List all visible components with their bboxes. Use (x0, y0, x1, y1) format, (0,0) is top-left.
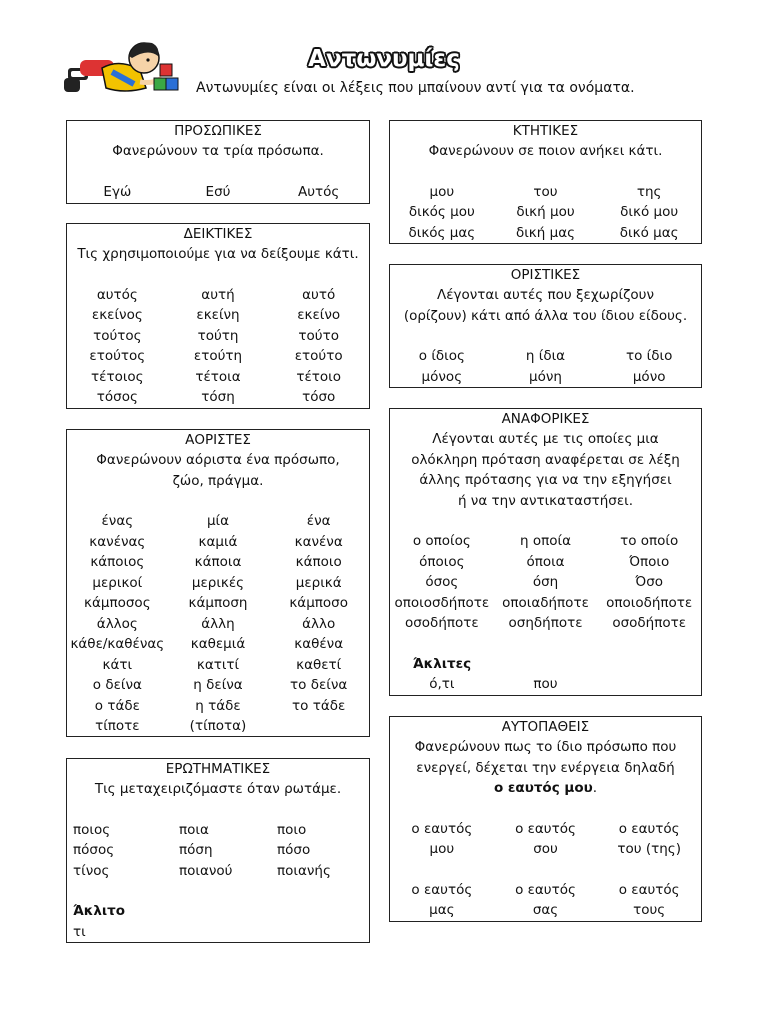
table-row: αυτός αυτή αυτό (96, 286, 336, 303)
section-description: Τις μεταχειριζόμαστε όταν ρωτάμε. (94, 781, 342, 797)
table-row: κανένας καμιά κανένα (89, 533, 343, 550)
section-description-line: Λέγονται αυτές με τις οποίες μια (432, 431, 659, 447)
table-row: πόσος πόση πόσο (73, 842, 311, 858)
section-aoristes (66, 429, 370, 737)
section-heading: ΟΡΙΣΤΙΚΕΣ (510, 267, 581, 283)
section-description-line: ζώο, πράγμα. (172, 472, 264, 489)
aklito-label-row (67, 901, 369, 922)
section-autopatheis (389, 716, 702, 922)
aklites-label-row (390, 654, 701, 675)
section-description-line: ενεργεί, δέχεται την ενέργεια δηλαδή (416, 759, 675, 776)
section-description-line: Φανερώνουν πως το ίδιο πρόσωπο που (414, 739, 677, 755)
section-heading: ΠΡΟΣΩΠΙΚΕΣ (174, 123, 262, 139)
table-row: δικός μου δική μου δικό μου (408, 204, 679, 220)
section-description-line: Λέγονται αυτές που ξεχωρίζουν (436, 287, 655, 303)
section-prosopikes (66, 120, 370, 204)
table-row: μόνος μόνη μόνο (421, 368, 666, 385)
section-description: Φανερώνουν σε ποιον ανήκει κάτι. (428, 143, 663, 159)
table-row: ένας μία ένα (101, 513, 331, 529)
table-row: ο εαυτός ο εαυτός ο εαυτός (411, 820, 680, 837)
table-row: ό,τι που (429, 676, 558, 692)
section-heading: ΔΕΙΚΤΙΚΕΣ (183, 226, 253, 242)
table-row: μου του της (429, 183, 662, 200)
aklito-value: τι (73, 923, 86, 940)
page-title: Αντωνυμίες (308, 46, 460, 72)
section-oristikes (389, 264, 702, 388)
table-row: μου σου του (της) (429, 841, 681, 857)
table-row: ποιος ποια ποιο (73, 821, 307, 838)
section-ktitikes (389, 120, 702, 244)
table-row: ετούτος ετούτη ετούτο (89, 348, 343, 364)
table-row: κάποιος κάποια κάποιο (90, 554, 342, 570)
aklito-label: Άκλιτο (73, 903, 126, 919)
table-row: τούτος τούτη τούτο (93, 327, 339, 344)
section-heading: ΑΥΤΟΠΑΘΕΙΣ (501, 719, 590, 735)
table-row: μερικοί μερικές μερικά (92, 574, 342, 591)
section-description-line: Φανερώνουν αόριστα ένα πρόσωπο, (96, 452, 340, 468)
table-row: κάτι κατιτί καθετί (102, 656, 342, 673)
section-description: Φανερώνουν τα τρία πρόσωπα. (112, 143, 324, 159)
example-bold: ο εαυτός μου (493, 780, 593, 796)
table-row: ο εαυτός ο εαυτός ο εαυτός (411, 881, 680, 898)
table-row: τέτοιος τέτοια τέτοιο (91, 368, 341, 385)
section-heading: ΕΡΩΤΗΜΑΤΙΚΕΣ (165, 761, 271, 777)
table-row: οσοδήποτε οσηδήποτε οσοδήποτε (404, 615, 687, 631)
table-row: τόσος τόση τόσο (96, 389, 336, 405)
section-description-line: (ορίζουν) κάτι από άλλα του ίδιου είδους. (403, 307, 688, 324)
section-deiktikes (66, 223, 370, 409)
section-heading: ΑΟΡΙΣΤΕΣ (185, 432, 251, 448)
table-row: ο δείνα η δείνα το δείνα (92, 677, 348, 693)
table-row: δικός μας δική μας δικό μας (408, 224, 679, 241)
section-description-line: άλλης πρότασης για να την εξηγήσει (419, 472, 672, 488)
table-row: άλλος άλλη άλλο (96, 615, 336, 632)
section-erotimatikes (66, 758, 370, 943)
page-subtitle: Αντωνυμίες είναι οι λέξεις που μπαίνουν αντί για τα ονόματα. (196, 80, 635, 96)
table-row: τίποτε (τίποτα) (95, 718, 247, 734)
table-row: κάθε/καθένας καθεμιά καθένα (70, 636, 344, 652)
table-row: Εγώ Εσύ Αυτός (103, 183, 340, 200)
example-line: ο εαυτός μου. (493, 780, 598, 796)
table-row: όσος όση Όσο (425, 574, 664, 590)
section-description-line: ή να την αντικαταστήσει. (457, 492, 634, 509)
table-row: μας σας τους (429, 902, 666, 918)
table-row: ο οποίος η οποία το οποίο (412, 533, 679, 549)
table-row: όποιος όποια Όποιο (419, 553, 670, 570)
section-anaforikes (389, 408, 702, 696)
aklito-value-row (67, 922, 369, 943)
table-row: εκείνος εκείνη εκείνο (91, 307, 341, 323)
section-heading: ΑΝΑΦΟΡΙΚΕΣ (501, 411, 590, 427)
table-row: ο ίδιος η ίδια το ίδιο (418, 348, 673, 364)
table-row: οποιοσδήποτε οποιαδήποτε οποιοδήποτε (394, 594, 693, 611)
aklites-label: Άκλιτες (412, 655, 472, 672)
table-row: τίνος ποιανού ποιανής (73, 862, 331, 879)
section-description-line: ολόκληρη πρόταση αναφέρεται σε λέξη (411, 451, 680, 468)
section-heading: ΚΤΗΤΙΚΕΣ (512, 123, 579, 139)
table-row: ο τάδε η τάδε το τάδε (94, 697, 346, 714)
section-description: Τις χρησιμοποιούμε για να δείξουμε κάτι. (77, 246, 359, 262)
table-row: κάμποσος κάμποση κάμποσο (84, 595, 348, 611)
